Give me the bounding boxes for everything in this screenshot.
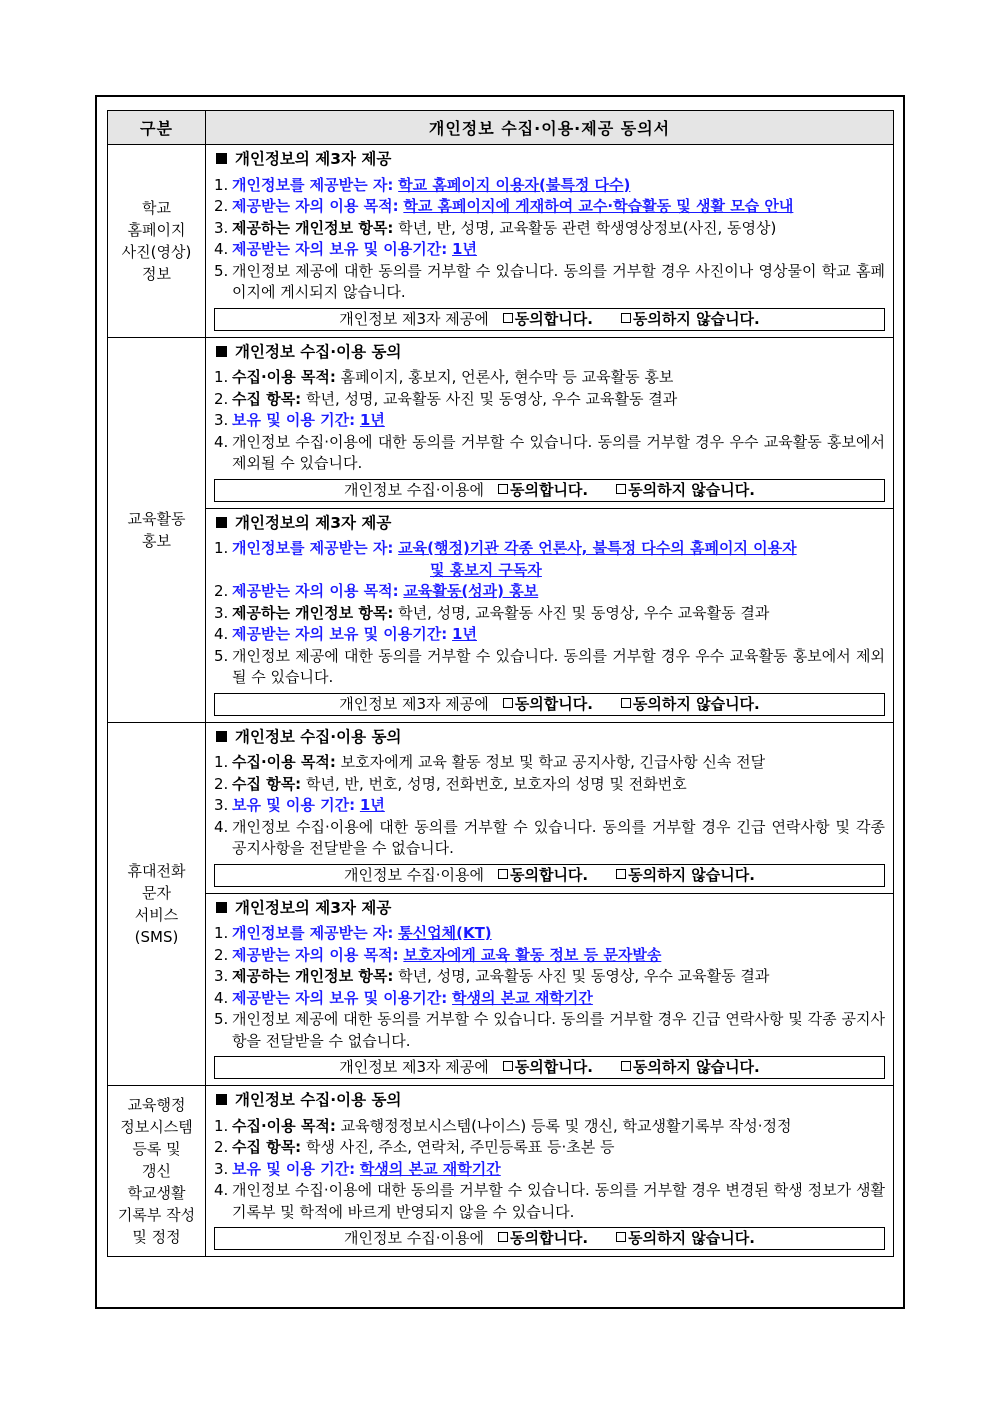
item-number: 3. — [214, 967, 229, 985]
item-label: 보유 및 이용 기간: — [232, 796, 356, 814]
item-text: 개인정보 제공에 대한 동의를 거부할 수 있습니다. 동의를 거부할 경우 우수 교육활동 홍보에서 제외될 수 있습니다. — [232, 646, 885, 686]
item-label: 수집·이용 목적: — [232, 368, 336, 386]
list-item — [214, 774, 885, 796]
square-bullet-icon — [216, 346, 227, 357]
category-line: 서비스 — [134, 905, 179, 924]
agree-text: 동의합니다. — [509, 1229, 589, 1247]
item-number: 2. — [214, 389, 229, 408]
list-item — [214, 923, 885, 945]
item-value: 1년 — [452, 625, 477, 643]
agree-option[interactable] — [498, 866, 588, 884]
item-text: 개인정보 수집·이용에 대한 동의를 거부할 수 있습니다. 동의를 거부할 경우 변경된 학생 정보가 생활기록부 및 학적에 바르게 반영되지 않을 수 있습니다. — [232, 1181, 885, 1221]
category-line: 갱신 — [142, 1162, 171, 1180]
list-item — [214, 218, 885, 240]
consent-box — [214, 864, 885, 887]
agree-text: 동의합니다. — [514, 694, 593, 713]
category-line: 홈페이지 — [127, 220, 186, 239]
disagree-checkbox-icon[interactable] — [621, 1061, 631, 1071]
list-item-continuation — [214, 560, 885, 582]
disagree-text: 동의하지 않습니다. — [628, 1229, 755, 1247]
category-line: 및 정정 — [132, 1228, 181, 1246]
consent-box — [214, 1227, 885, 1250]
category-label — [108, 197, 205, 285]
section-title — [216, 1090, 885, 1112]
list-item — [214, 988, 885, 1010]
item-value: 1년 — [359, 796, 385, 814]
agree-option[interactable] — [503, 310, 593, 328]
list-item — [214, 410, 885, 432]
disagree-checkbox-icon[interactable] — [621, 698, 631, 708]
category-line: 휴대전화 — [127, 861, 186, 880]
item-number: 4. — [214, 432, 229, 451]
item-label: 보유 및 이용 기간: — [232, 411, 356, 429]
content-cell — [206, 145, 894, 338]
table-row — [108, 337, 894, 722]
category-line: 기록부 작성 — [117, 1206, 196, 1224]
square-bullet-icon — [216, 517, 227, 528]
disagree-option[interactable] — [621, 310, 760, 328]
category-cell — [108, 722, 206, 1086]
disagree-text: 동의하지 않습니다. — [632, 694, 760, 713]
list-item — [214, 817, 885, 860]
item-label: 수집 항목: — [232, 1138, 302, 1156]
item-value: 1년 — [452, 240, 477, 258]
category-label — [108, 860, 205, 948]
section-title — [216, 342, 885, 364]
item-label: 제공받는 자의 이용 목적: — [232, 945, 399, 964]
disagree-text: 동의하지 않습니다. — [628, 480, 755, 499]
category-line: 홍보 — [142, 531, 171, 550]
consent-section — [206, 338, 893, 508]
item-value: 학교 홈페이지 이용자(불특정 다수) — [398, 175, 631, 194]
category-cell — [108, 337, 206, 722]
consent-label: 개인정보 제3자 제공에 — [339, 694, 489, 713]
item-text: 개인정보 제공에 대한 동의를 거부할 수 있습니다. 동의를 거부할 경우 사진이나 영상물이 학교 홈페이지에 게시되지 않습니다. — [232, 261, 885, 301]
item-label: 수집 항목: — [232, 389, 302, 408]
list-item — [214, 1180, 885, 1223]
item-value: 학생의 본교 재학기간 — [359, 1159, 501, 1178]
section-title — [216, 727, 885, 749]
item-value: 학생의 본교 재학기간 — [452, 988, 593, 1007]
list-item — [214, 239, 885, 261]
category-line: 문자 — [142, 883, 171, 902]
item-value: 교육(행정)기관 각종 언론사, 불특정 다수의 홈페이지 이용자 — [398, 539, 797, 557]
content-cell — [206, 337, 894, 722]
item-text: 개인정보 수집·이용에 대한 동의를 거부할 수 있습니다. 동의를 거부할 경우 우수 교육활동 홍보에서 제외될 수 있습니다. — [232, 432, 885, 472]
disagree-checkbox-icon[interactable] — [621, 313, 631, 323]
item-label: 제공받는 자의 보유 및 이용기간: — [232, 988, 448, 1007]
list-item — [214, 1116, 885, 1138]
item-number: 2. — [214, 197, 229, 215]
section-title-text: 개인정보의 제3자 제공 — [235, 898, 392, 917]
content-cell — [206, 1086, 894, 1257]
agree-text: 동의합니다. — [509, 480, 589, 499]
item-value: 1년 — [359, 411, 385, 429]
list-item — [214, 1137, 885, 1159]
agree-text: 동의합니다. — [514, 309, 593, 328]
consent-label: 개인정보 제3자 제공에 — [339, 309, 489, 328]
list-item — [214, 1009, 885, 1052]
list-item — [214, 389, 885, 411]
consent-label: 개인정보 제3자 제공에 — [339, 1058, 489, 1076]
list-item — [214, 795, 885, 817]
category-line: 학교 — [142, 198, 171, 217]
item-label: 제공하는 개인정보 항목: — [232, 967, 394, 985]
item-number: 5. — [214, 646, 229, 665]
table-row — [108, 722, 894, 1086]
agree-checkbox-icon[interactable] — [503, 1061, 513, 1071]
item-value: 학년, 반, 번호, 성명, 전화번호, 보호자의 성명 및 전화번호 — [305, 774, 687, 793]
section-title-text: 개인정보 수집·이용 동의 — [235, 727, 402, 746]
item-number: 1. — [214, 368, 229, 386]
item-text: 개인정보 제공에 대한 동의를 거부할 수 있습니다. 동의를 거부할 경우 긴급 연락사항 및 각종 공지사항을 전달받을 수 없습니다. — [232, 1010, 885, 1050]
content-cell — [206, 722, 894, 1086]
item-label: 수집·이용 목적: — [232, 753, 336, 771]
item-value: 교육활동(성과) 홍보 — [403, 582, 539, 600]
category-line: 교육행정 — [127, 1096, 186, 1114]
item-label: 수집·이용 목적: — [232, 1116, 336, 1135]
item-number: 2. — [214, 774, 229, 793]
item-value-continued: 및 홍보지 구독자 — [430, 560, 542, 579]
agree-checkbox-icon[interactable] — [498, 484, 508, 494]
list-item — [214, 538, 885, 560]
item-number: 3. — [214, 1159, 229, 1178]
item-value: 통신업체(KT) — [398, 924, 492, 942]
item-label: 제공받는 자의 보유 및 이용기간: — [232, 625, 448, 643]
category-line: (SMS) — [134, 927, 179, 946]
item-number: 3. — [214, 796, 229, 814]
item-value: 교육행정정보시스템(나이스) 등록 및 갱신, 학교생활기록부 작성·정정 — [340, 1116, 792, 1135]
consent-section — [206, 723, 893, 893]
square-bullet-icon — [216, 731, 227, 742]
agree-text: 동의합니다. — [514, 1058, 593, 1076]
section-title-text: 개인정보의 제3자 제공 — [235, 150, 392, 168]
item-number: 4. — [214, 988, 229, 1007]
list-item — [214, 603, 885, 625]
list-item — [214, 966, 885, 988]
item-label: 보유 및 이용 기간: — [232, 1159, 356, 1178]
consent-section — [206, 893, 893, 1086]
item-number: 3. — [214, 603, 229, 622]
agree-checkbox-icon[interactable] — [498, 869, 508, 879]
disagree-option[interactable] — [616, 1229, 755, 1247]
item-label: 수집 항목: — [232, 774, 302, 793]
consent-table — [107, 110, 894, 1257]
category-line: 사진(영상) — [121, 242, 192, 261]
list-item — [214, 581, 885, 603]
item-value: 학년, 성명, 교육활동 사진 및 동영상, 우수 교육활동 결과 — [305, 389, 678, 408]
list-item — [214, 752, 885, 774]
section-title — [216, 898, 885, 920]
agree-checkbox-icon[interactable] — [498, 1232, 508, 1242]
item-label: 제공하는 개인정보 항목: — [232, 603, 394, 622]
item-number: 2. — [214, 1138, 229, 1156]
category-cell — [108, 145, 206, 338]
consent-label: 개인정보 수집·이용에 — [344, 1229, 484, 1247]
item-number: 1. — [214, 1116, 229, 1135]
square-bullet-icon — [216, 902, 227, 913]
item-number: 2. — [214, 582, 229, 600]
agree-option[interactable] — [503, 695, 593, 713]
list-item — [214, 1159, 885, 1181]
list-item — [214, 646, 885, 689]
agree-checkbox-icon[interactable] — [503, 698, 513, 708]
agree-text: 동의합니다. — [509, 865, 589, 884]
category-line: 정보시스템 — [120, 1118, 193, 1136]
consent-label: 개인정보 수집·이용에 — [344, 865, 484, 884]
disagree-text: 동의하지 않습니다. — [628, 865, 755, 884]
item-number: 1. — [214, 924, 229, 942]
consent-section — [206, 1086, 893, 1256]
list-item — [214, 432, 885, 475]
item-number: 5. — [214, 1010, 229, 1028]
disagree-text: 동의하지 않습니다. — [632, 1058, 760, 1076]
item-number: 4. — [214, 1181, 229, 1199]
disagree-option[interactable] — [621, 1058, 760, 1076]
item-label: 개인정보를 제공받는 자: — [232, 175, 394, 194]
item-value: 학생 사진, 주소, 연락처, 주민등록표 등·초본 등 — [305, 1138, 615, 1156]
item-value: 학년, 성명, 교육활동 사진 및 동영상, 우수 교육활동 결과 — [398, 967, 770, 985]
list-item — [214, 945, 885, 967]
agree-option[interactable] — [498, 1229, 588, 1247]
item-number: 4. — [214, 817, 229, 836]
square-bullet-icon — [216, 153, 227, 164]
category-label — [108, 508, 205, 552]
item-text: 개인정보 수집·이용에 대한 동의를 거부할 수 있습니다. 동의를 거부할 경우 긴급 연락사항 및 각종 공지사항을 전달받을 수 없습니다. — [232, 817, 885, 857]
consent-section — [206, 145, 893, 337]
item-value: 학년, 반, 성명, 교육활동 관련 학생영상정보(사진, 동영상) — [398, 218, 777, 237]
consent-label: 개인정보 수집·이용에 — [344, 480, 484, 499]
disagree-text: 동의하지 않습니다. — [632, 309, 760, 328]
item-label: 개인정보를 제공받는 자: — [232, 539, 394, 557]
item-value: 학년, 성명, 교육활동 사진 및 동영상, 우수 교육활동 결과 — [398, 603, 770, 622]
item-number: 2. — [214, 945, 229, 964]
disagree-option[interactable] — [616, 481, 755, 499]
section-title — [216, 149, 885, 171]
item-value: 홈페이지, 홍보지, 언론사, 현수막 등 교육활동 홍보 — [340, 368, 674, 386]
item-number: 4. — [214, 625, 229, 643]
item-number: 3. — [214, 218, 229, 237]
section-title-text: 개인정보 수집·이용 동의 — [235, 342, 402, 361]
list-item — [214, 175, 885, 197]
section-title-text: 개인정보의 제3자 제공 — [235, 513, 392, 532]
category-line: 정보 — [142, 264, 171, 283]
table-row — [108, 145, 894, 338]
section-title-text: 개인정보 수집·이용 동의 — [235, 1091, 402, 1109]
item-number: 1. — [214, 753, 229, 771]
item-number: 5. — [214, 261, 229, 280]
list-item — [214, 624, 885, 646]
category-line: 교육활동 — [127, 509, 186, 528]
category-cell — [108, 1086, 206, 1257]
list-item — [214, 196, 885, 218]
item-value: 학교 홈페이지에 게재하여 교수·학습활동 및 생활 모습 안내 — [403, 197, 794, 215]
item-number: 1. — [214, 175, 229, 194]
item-value: 보호자에게 교육 활동 정보 및 학교 공지사항, 긴급사항 신속 전달 — [340, 753, 766, 771]
table-header-row — [108, 111, 894, 145]
item-value: 보호자에게 교육 활동 정보 등 문자발송 — [403, 945, 662, 964]
disagree-checkbox-icon[interactable] — [616, 1232, 626, 1242]
disagree-option[interactable] — [621, 695, 760, 713]
table-row — [108, 1086, 894, 1257]
consent-box — [214, 479, 885, 502]
consent-box — [214, 1056, 885, 1079]
item-number: 4. — [214, 240, 229, 258]
header-category: 구분 — [108, 111, 206, 145]
consent-box — [214, 693, 885, 716]
consent-box — [214, 308, 885, 331]
item-label: 제공하는 개인정보 항목: — [232, 218, 394, 237]
item-label: 제공받는 자의 보유 및 이용기간: — [232, 240, 448, 258]
disagree-checkbox-icon[interactable] — [616, 484, 626, 494]
header-title: 개인정보 수집·이용·제공 동의서 — [206, 111, 894, 145]
agree-checkbox-icon[interactable] — [503, 313, 513, 323]
disagree-checkbox-icon[interactable] — [616, 869, 626, 879]
item-number: 3. — [214, 411, 229, 429]
list-item — [214, 367, 885, 389]
item-label: 개인정보를 제공받는 자: — [232, 924, 394, 942]
square-bullet-icon — [216, 1094, 227, 1105]
category-line: 등록 및 — [132, 1140, 181, 1158]
agree-option[interactable] — [503, 1058, 593, 1076]
category-line: 학교생활 — [127, 1184, 186, 1202]
item-label: 제공받는 자의 이용 목적: — [232, 582, 399, 600]
consent-section — [206, 508, 893, 722]
agree-option[interactable] — [498, 481, 588, 499]
item-number: 1. — [214, 539, 229, 557]
disagree-option[interactable] — [616, 866, 755, 884]
category-label — [108, 1094, 205, 1248]
list-item — [214, 261, 885, 304]
section-title — [216, 513, 885, 535]
item-label: 제공받는 자의 이용 목적: — [232, 197, 399, 215]
